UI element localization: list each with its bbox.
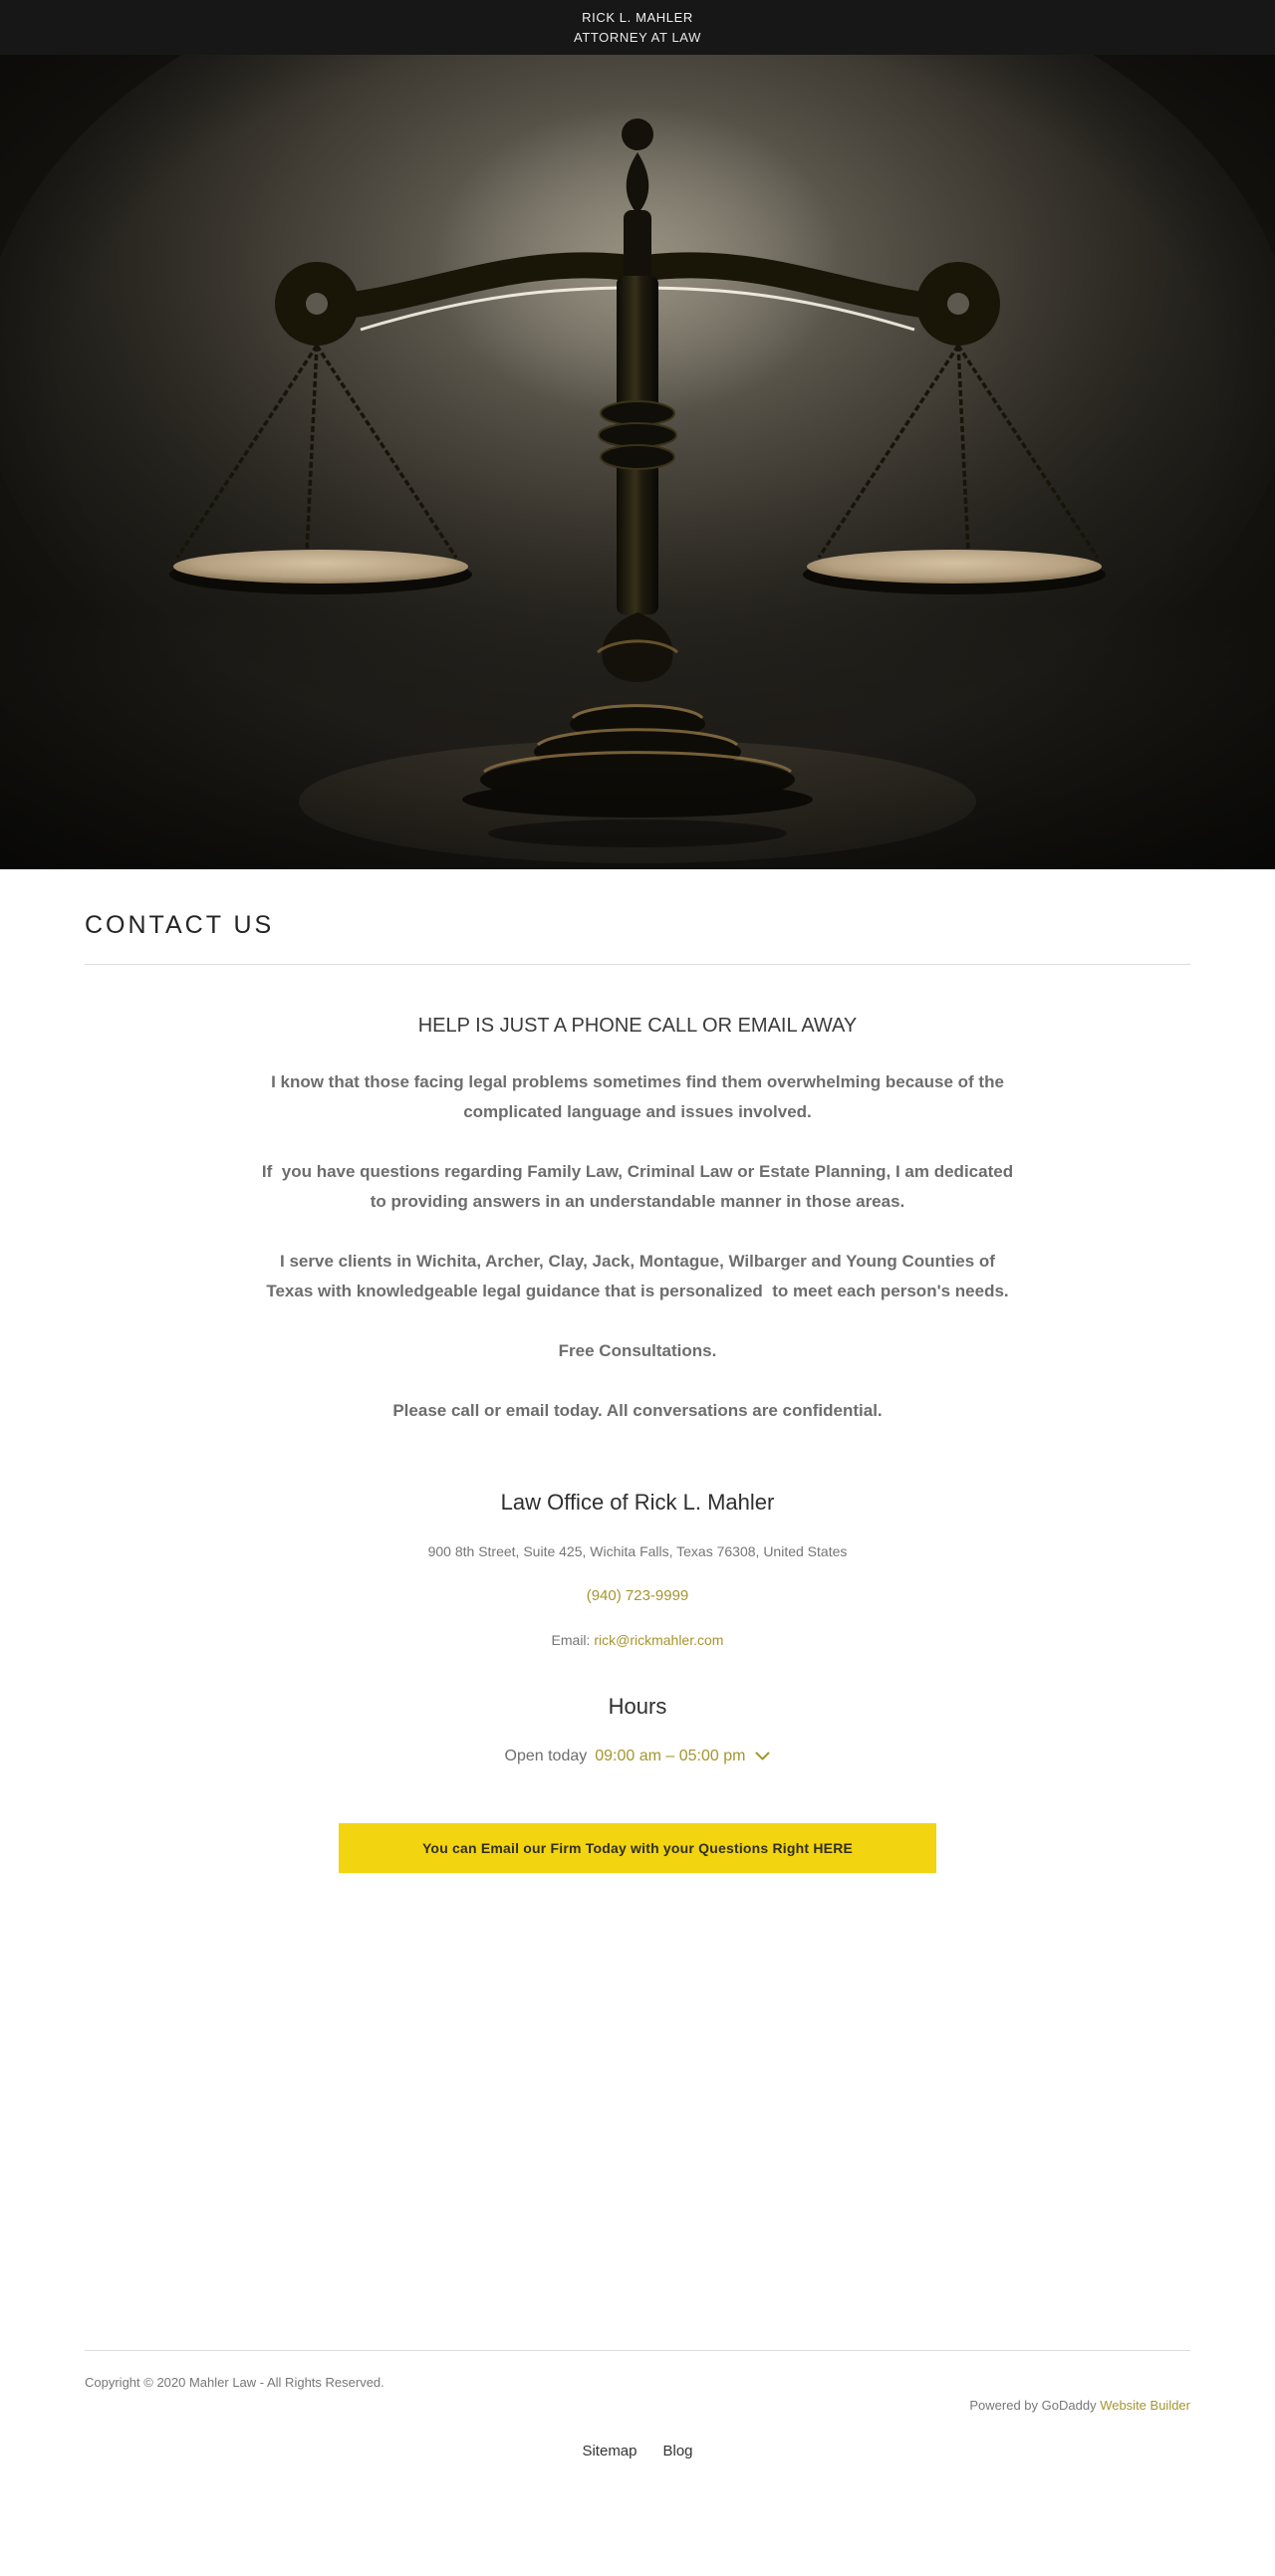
powered-by-row — [85, 2398, 1190, 2413]
site-tagline: ATTORNEY AT LAW — [574, 30, 701, 45]
office-address: 900 8th Street, Suite 425, Wichita Falls, Texas 76308, United States — [427, 1543, 848, 1559]
office-name: Law Office of Rick L. Mahler — [500, 1490, 775, 1515]
cta-wrap — [259, 1823, 1016, 1873]
free-consultations-line: Free Consultations. — [558, 1341, 717, 1360]
hours-title: Hours — [608, 1694, 667, 1719]
contact-headline: HELP IS JUST A PHONE CALL OR EMAIL AWAY — [417, 1015, 858, 1037]
footer-divider — [85, 2350, 1190, 2351]
site-name: RICK L. MAHLER — [582, 10, 693, 25]
email-label: Email: — [551, 1632, 595, 1648]
email-link[interactable]: rick@rickmahler.com — [594, 1632, 724, 1648]
copyright-text: Copyright © 2020 Mahler Law - All Rights Reserved. — [85, 2375, 384, 2390]
phone-link[interactable]: (940) 723-9999 — [586, 1587, 689, 1604]
hours-status: Open today — [504, 1748, 588, 1764]
section-divider — [85, 964, 1190, 965]
page-title: CONTACT US — [85, 911, 275, 939]
counties-paragraph: I serve clients in Wichita, Archer, Clay, Jack, Montague, Wilbarger and Young Counties of Texas with knowledgeable legal guidance that is personalized to meet each person's needs. — [266, 1252, 1009, 1300]
scales-of-justice-photo — [0, 55, 1275, 869]
hours-time: 09:00 am – 05:00 pm — [595, 1748, 746, 1764]
top-header-bar — [0, 0, 1275, 55]
email-firm-cta-button[interactable]: You can Email our Firm Today with your Questions Right HERE — [339, 1823, 936, 1873]
website-builder-link[interactable]: Website Builder — [1100, 2398, 1190, 2413]
spacer — [85, 1873, 1190, 2350]
confidential-line: Please call or email today. All conversations are confidential. — [392, 1401, 883, 1420]
email-row — [259, 1632, 1016, 1648]
sitemap-link[interactable]: Sitemap — [582, 2443, 638, 2459]
phone-row — [259, 1587, 1016, 1604]
hours-toggle[interactable] — [505, 1748, 771, 1765]
footer — [0, 2350, 1275, 2493]
blog-link[interactable]: Blog — [662, 2443, 693, 2459]
hero-image-section — [0, 55, 1275, 869]
main-content — [0, 869, 1275, 2350]
intro-paragraph: I know that those facing legal problems sometimes find them overwhelming because of the complicated language and issues involved. — [271, 1072, 1009, 1121]
footer-links — [85, 2443, 1190, 2459]
practice-areas-paragraph: If you have questions regarding Family Law, Criminal Law or Estate Planning, I am dedicated to providing answers in an understandable manner in those areas. — [261, 1162, 1018, 1211]
hours-row-wrap — [259, 1720, 1016, 1765]
powered-by-text: Powered by GoDaddy — [969, 2398, 1101, 2413]
chevron-down-icon — [755, 1752, 770, 1761]
